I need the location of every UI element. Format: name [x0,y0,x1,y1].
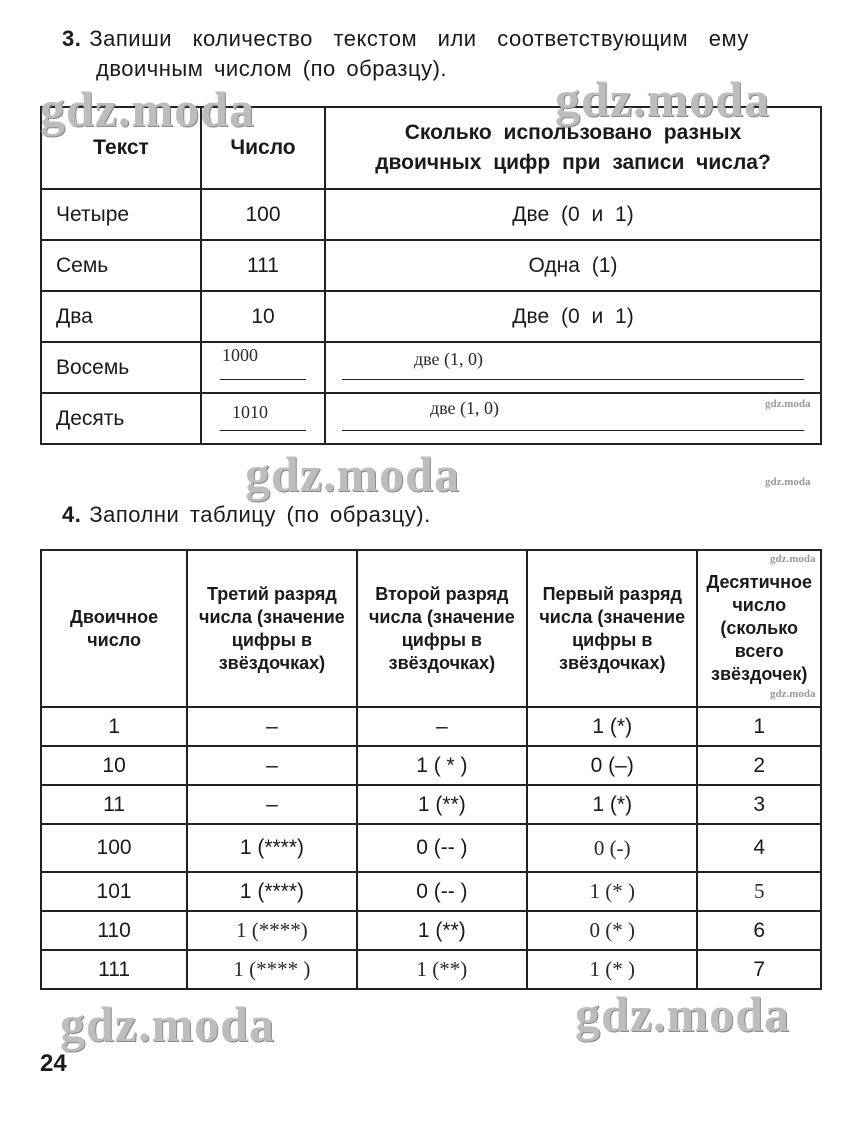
cell-binary: 10 [41,746,187,785]
row-number: 100 [201,189,325,240]
answer-line [220,379,306,380]
number-answer-cell [201,393,325,444]
watermark-small: gdz.moda [765,476,811,488]
row-text: Четыре [41,189,201,240]
cell-third: – [187,746,357,785]
table-row [41,707,821,746]
cell-first-handwritten: 0 (-) [527,824,697,872]
row-number: 10 [201,291,325,342]
table-row [41,872,821,911]
header-decimal-number: Десятичное число (сколько всего звёздочек) [697,550,821,707]
header-text: Текст [41,107,201,189]
task-4-instruction [62,500,431,530]
cell-first-handwritten: 0 (* ) [527,911,697,950]
cell-decimal: 1 [697,707,821,746]
table-row [41,240,821,291]
handwritten-count: две (1, 0) [414,349,484,369]
cell-binary: 11 [41,785,187,824]
table-row [41,291,821,342]
table-row-filled [41,342,821,393]
cell-third-handwritten: 1 (****) [187,911,357,950]
table-row [41,911,821,950]
answer-line [342,430,804,431]
cell-decimal: 4 [697,824,821,872]
row-text: Два [41,291,201,342]
row-count: Одна (1) [325,240,821,291]
header-second-digit: Второй разряд числа (значение цифры в звёздочках) [357,550,527,707]
cell-second: 1 (**) [357,785,527,824]
header-digit-count: Сколько использовано разных двоичных цифр при записи числа? [325,107,821,189]
watermark: gdz.moda [245,446,460,502]
answer-line [220,430,306,431]
cell-third: 1 (****) [187,872,357,911]
header-first-digit: Первый разряд числа (значение цифры в звёздочках) [527,550,697,707]
page-number: 24 [40,1050,67,1077]
watermark: gdz.moda [40,81,255,137]
cell-second: 0 (-- ) [357,824,527,872]
cell-binary: 111 [41,950,187,989]
cell-third: 1 (****) [187,824,357,872]
count-answer-cell [325,342,821,393]
cell-second: 0 (-- ) [357,872,527,911]
table-row [41,950,821,989]
binary-decimal-table [40,549,822,990]
cell-second-handwritten: 1 (**) [357,950,527,989]
row-text: Восемь [41,342,201,393]
cell-decimal: 7 [697,950,821,989]
table-row [41,824,821,872]
handwritten-number: 1000 [222,345,258,365]
task-3-text-line1: Запиши количество текстом или соответствующим ему [89,26,749,51]
row-number: 111 [201,240,325,291]
table-row [41,746,821,785]
cell-decimal-handwritten: 5 [697,872,821,911]
row-count: Две (0 и 1) [325,291,821,342]
cell-binary: 101 [41,872,187,911]
watermark-small: gdz.moda [770,553,816,565]
number-answer-cell [201,342,325,393]
cell-binary: 100 [41,824,187,872]
table-row [41,189,821,240]
cell-first-handwritten: 1 (* ) [527,950,697,989]
cell-decimal: 6 [697,911,821,950]
task-3-text-line2: двоичным числом (по образцу). [96,56,448,81]
cell-decimal: 3 [697,785,821,824]
cell-second: 1 (**) [357,911,527,950]
row-count: Две (0 и 1) [325,189,821,240]
row-text: Десять [41,393,201,444]
count-answer-cell [325,393,821,444]
task-3-number: 3. [62,26,82,51]
header-binary-number: Двоичное число [41,550,187,707]
watermark-small: gdz.moda [770,688,816,700]
cell-binary: 110 [41,911,187,950]
cell-third-handwritten: 1 (**** ) [187,950,357,989]
cell-first-handwritten: 1 (* ) [527,872,697,911]
cell-first: 0 (–) [527,746,697,785]
watermark-small: gdz.moda [765,398,811,410]
handwritten-number: 1010 [232,402,268,422]
handwritten-count: две (1, 0) [430,398,500,418]
cell-second: 1 ( * ) [357,746,527,785]
cell-first: 1 (*) [527,785,697,824]
cell-third: – [187,785,357,824]
watermark: gdz.moda [555,71,770,127]
row-text: Семь [41,240,201,291]
cell-decimal: 2 [697,746,821,785]
task-4-number: 4. [62,502,82,527]
cell-third: – [187,707,357,746]
header-number: Число [201,107,325,189]
task-4-text: Заполни таблицу (по образцу). [89,502,431,527]
cell-binary: 1 [41,707,187,746]
table-row-filled [41,393,821,444]
watermark: gdz.moda [575,986,790,1042]
table2-header-row [41,550,821,707]
answer-line [342,379,804,380]
header-third-digit: Третий разряд числа (значение цифры в звёздочках) [187,550,357,707]
table-row [41,785,821,824]
cell-second: – [357,707,527,746]
watermark: gdz.moda [60,996,275,1052]
binary-count-table [40,106,822,445]
cell-first: 1 (*) [527,707,697,746]
